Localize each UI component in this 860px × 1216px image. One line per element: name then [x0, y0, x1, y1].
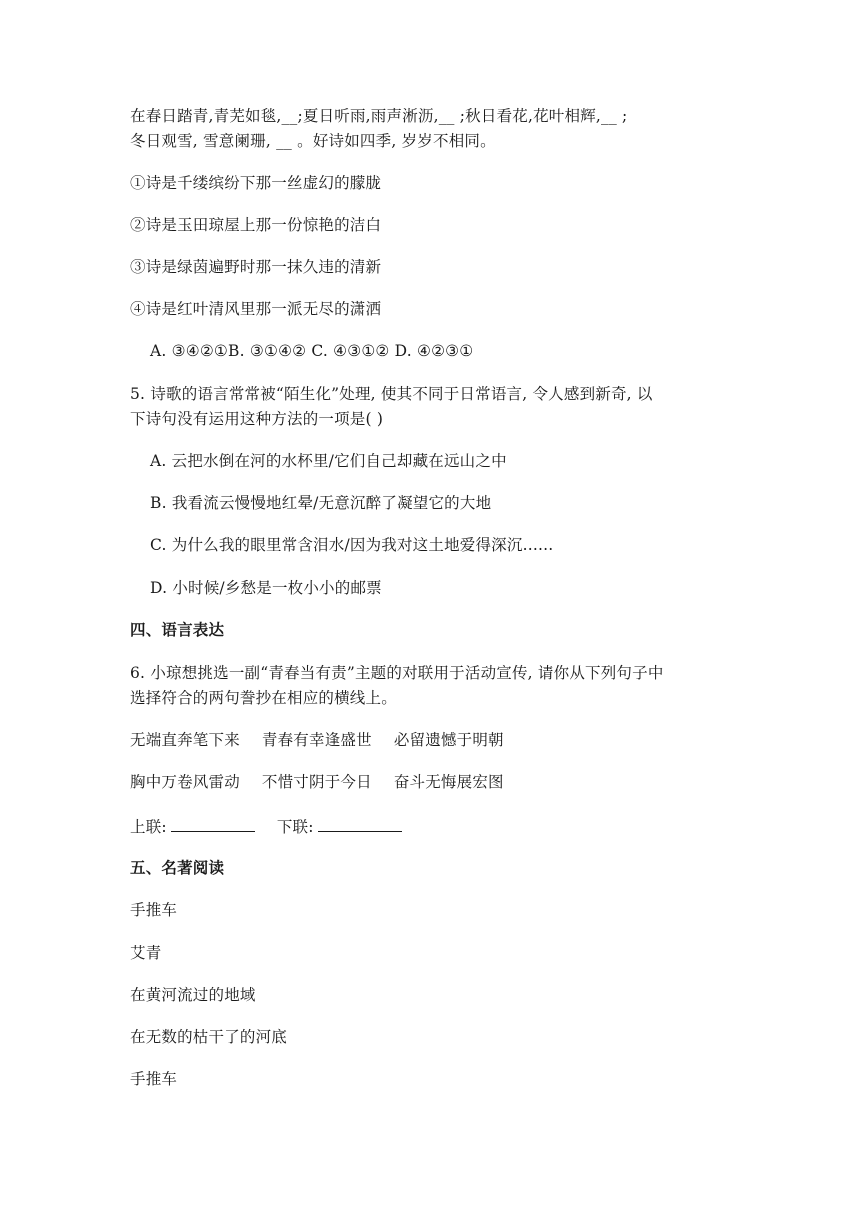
poem-title: 手推车	[130, 901, 178, 919]
lower-couplet-label: 下联:	[276, 818, 314, 836]
couplet-phrase: 无端直奔笔下来	[130, 731, 240, 749]
q5-stem-line-2: 下诗句没有运用这种方法的一项是( )	[130, 410, 384, 428]
couplet-phrase: 青春有幸逢盛世	[261, 731, 372, 749]
intro-line-1: 在春日踏青,青芜如毯,__;夏日听雨,雨声淅沥,__ ;秋日看花,花叶相辉,__ ;	[130, 107, 628, 125]
q6-stem-line-1: 6. 小琼想挑选一副“青春当有责”主题的对联用于活动宣传, 请你从下列句子中	[130, 664, 664, 682]
intro-line-2: 冬日观雪, 雪意阑珊, __ 。好诗如四季, 岁岁不相同。	[130, 132, 496, 150]
couplet-row-2	[130, 772, 504, 792]
q4-option-3: ③诗是绿茵遍野时那一抹久违的清新	[130, 258, 382, 276]
couplet-row-1	[130, 730, 504, 750]
section-5-heading: 五、名著阅读	[130, 859, 225, 877]
q5-option-d: D. 小时候/乡愁是一枚小小的邮票	[150, 579, 382, 597]
section-4-heading: 四、语言表达	[130, 621, 225, 639]
q5-option-a: A. 云把水倒在河的水杯里/它们自己却藏在远山之中	[150, 452, 507, 470]
poem-author: 艾青	[130, 944, 162, 962]
poem-line: 在无数的枯干了的河底	[130, 1028, 288, 1046]
couplet-answer-row	[130, 816, 402, 837]
q4-answer-choices: A. ③④②①B. ③①④② C. ④③①② D. ④②③①	[150, 342, 474, 360]
q6-stem-line-2: 选择符合的两句誊抄在相应的横线上。	[130, 689, 397, 707]
couplet-phrase: 不惜寸阴于今日	[261, 773, 372, 791]
couplet-phrase: 必留遗憾于明朝	[393, 731, 504, 749]
lower-couplet-blank[interactable]	[318, 816, 402, 832]
q5-stem-line-1: 5. 诗歌的语言常常被“陌生化”处理, 使其不同于日常语言, 令人感到新奇, 以	[130, 385, 653, 403]
q4-option-1: ①诗是千缕缤纷下那一丝虚幻的朦胧	[130, 174, 382, 192]
q5-option-c: C. 为什么我的眼里常含泪水/因为我对这土地爱得深沉......	[150, 536, 554, 554]
q5-option-b: B. 我看流云慢慢地红晕/无意沉醉了凝望它的大地	[150, 494, 492, 512]
q4-option-4: ④诗是红叶清风里那一派无尽的潇洒	[130, 300, 382, 318]
poem-line: 在黄河流过的地域	[130, 986, 256, 1004]
upper-couplet-label: 上联:	[130, 818, 167, 836]
couplet-phrase: 奋斗无悔展宏图	[393, 773, 504, 791]
couplet-phrase: 胸中万卷风雷动	[130, 773, 240, 791]
q4-option-2: ②诗是玉田琼屋上那一份惊艳的洁白	[130, 216, 382, 234]
upper-couplet-blank[interactable]	[171, 816, 255, 832]
poem-line: 手推车	[130, 1070, 178, 1088]
